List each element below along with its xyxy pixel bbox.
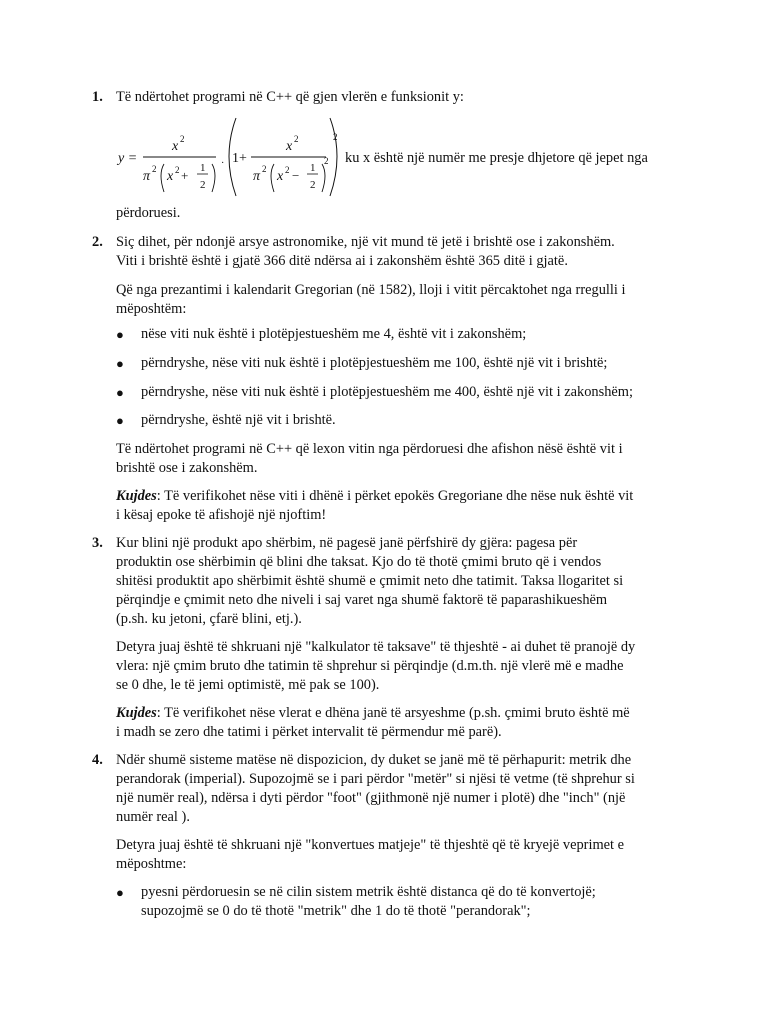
exercise-3-p1-line: (p.sh. ku jetoni, çfarë blini, etj.). [116, 611, 302, 627]
exercise-4-p2-line: mëposhtme: [116, 856, 187, 872]
exercise-2-bullet-3: përndryshe, nëse viti nuk është i plotëpjestueshëm me 400, është një vit i zakonshëm; [141, 384, 633, 400]
formula-lhs: y = [118, 151, 138, 166]
exercise-2-bullet-2: përndryshe, nëse viti nuk është i plotëpjestueshëm me 100, është një vit i brishtë; [141, 355, 608, 371]
bullet-icon: ● [116, 413, 124, 428]
formula-den1-half-num: 1 [200, 162, 206, 174]
exercise-number: 4. [92, 752, 103, 768]
bullet-icon: ● [116, 327, 124, 342]
kujdes-label: Kujdes [116, 488, 157, 504]
exercise-2-bullet-1: nëse viti nuk është i plotëpjestueshëm me 4, është vit i zakonshëm; [141, 326, 527, 342]
formula-num1-x: x [172, 139, 179, 154]
exercise-2-kujdes-line2: i kësaj epoke të afishojë një njoftim! [116, 507, 327, 523]
exercise-3-p2-line: se 0 dhe, le të jemi optimistë, më pak se 100). [116, 677, 380, 693]
exercise-2-p1-line1: Siç dihet, për ndonjë arsye astronomike, një vit mund të jetë i brishtë ose i zakonshëm. [116, 234, 615, 250]
formula-den2-pi: π [253, 169, 261, 184]
formula-den1-pi-exp: 2 [152, 164, 157, 174]
exercise-2-p3-line1: Të ndërtohet programi në C++ që lexon vitin nga përdoruesi dhe afishon nësë është vit i [116, 441, 623, 457]
formula-num1-exp: 2 [180, 134, 185, 144]
formula-num2-x: x [286, 139, 293, 154]
formula-den2-x: x [277, 169, 284, 184]
exercise-3-p2-line: Detyra juaj është të shkruani një "kalkulator të taksave" të thjeshtë - ai duhet të pranojë dy [116, 639, 636, 655]
exercise-4-p1-line: numër real ). [116, 809, 190, 825]
exercise-2-p3-line2: brishtë ose i zakonshëm. [116, 460, 258, 476]
exercise-3-p1-line: produktin ose shërbimin që blini dhe taksat. Kjo do të thotë çmimi bruto që i vendos [116, 554, 602, 570]
exercise-2-p2-line1: Që nga prezantimi i kalendarit Gregorian (në 1582), lloji i vitit përcaktohet nga rregulli i [116, 282, 626, 298]
exercise-4-p1-line: Ndër shumë sisteme matëse në dispozicion, dy duket se janë më të përhapurit: metrik dhe [116, 752, 632, 768]
bullet-icon: ● [116, 385, 124, 400]
exercise-3-p1-line: Kur blini një produkt apo shërbim, në pagesë janë përfshirë dy gjëra: pagesa për [116, 535, 578, 551]
formula-num2-exp: 2 [294, 134, 299, 144]
formula-den1-half-den: 2 [200, 179, 206, 191]
exercise-4-p1-line: perandorak (imperial). Supozojmë se i pari përdor "metër" si njësi të vetme (të shprehur si [116, 771, 635, 787]
bullet-icon: ● [116, 885, 124, 900]
formula-dot: · [221, 158, 225, 169]
formula-outer-exp: 2 [333, 132, 338, 142]
exercise-4-bullet-line: supozojmë se 0 do të thotë "metrik" dhe 1 do të thotë "perandorak"; [141, 903, 531, 919]
exercise-3-p1-line: përqindje e çmimit neto dhe niveli i saj varet nga shumë faktorë të paparashikueshëm [116, 592, 608, 608]
formula-one-plus: 1+ [232, 151, 247, 166]
exercise-3-p2-line: vlera: një çmim bruto dhe tatimin të shprehur si përqindje (d.m.th. një vlerë më e madhe [116, 658, 624, 674]
formula-den1-x-exp: 2 [175, 165, 180, 175]
formula-den2-half-den: 2 [310, 179, 316, 191]
exercise-2-p2-line2: mëposhtëm: [116, 301, 187, 317]
exercise-4-p2-line: Detyra juaj është të shkruani një "konvertues matjeje" të thjeshtë që të kryejë veprimet e [116, 837, 625, 853]
exercise-4-p1-line: një numër real), ndërsa i dyti përdor "foot" (gjithmonë një numer i plotë) dhe "inch" (një [116, 790, 626, 806]
formula-den2-x-exp: 2 [285, 165, 290, 175]
formula-den1-x: x [167, 169, 174, 184]
exercise-2-kujdes-line1 [116, 487, 675, 506]
bullet-icon: ● [116, 356, 124, 371]
formula-tail-text: ku x është një numër me presje dhjetore që jepet nga [345, 150, 648, 166]
kujdes-text: : Të verifikohet nëse viti i dhënë i përket epokës Gregoriane dhe nëse nuk është vit [156, 488, 634, 504]
exercise-number: 3. [92, 535, 103, 551]
exercise-3-kujdes-line2: i madh se zero dhe tatimi i përket intervalit të përmendur më parë). [116, 724, 502, 740]
formula-den1-pi: π [143, 169, 151, 184]
exercise-1-intro: Të ndërtohet programi në C++ që gjen vlerën e funksionit y: [116, 89, 464, 105]
exercise-3-kujdes-line1 [116, 704, 675, 723]
formula-den1-plus: + [181, 168, 189, 183]
exercise-2-bullet-4: përndryshe, është një vit i brishtë. [141, 412, 336, 428]
kujdes-label: Kujdes [116, 705, 157, 721]
exercise-1-continuation: përdoruesi. [116, 205, 181, 221]
formula-den2-half-num: 1 [310, 162, 316, 174]
exercise-number: 2. [92, 234, 103, 250]
exercise-number: 1. [92, 89, 103, 105]
formula-den2-paren-exp: 2 [324, 156, 329, 166]
exercise-3-p1-line: shitësi produktit apo shërbimit është shumë e çmimit neto dhe tatimit. Taksa llogaritet si [116, 573, 624, 589]
formula-den2-pi-exp: 2 [262, 164, 267, 174]
exercise-4-bullet-line: pyesni përdoruesin se në cilin sistem metrik është distanca që do të konvertojë; [141, 884, 596, 900]
exercise-2-p1-line2: Viti i brishtë është i gjatë 366 ditë ndërsa ai i zakonshëm është 365 ditë i gjatë. [116, 253, 568, 269]
formula-den2-minus: − [292, 168, 300, 183]
kujdes-text: : Të verifikohet nëse vlerat e dhëna janë të arsyeshme (p.sh. çmimi bruto është më [156, 705, 630, 721]
